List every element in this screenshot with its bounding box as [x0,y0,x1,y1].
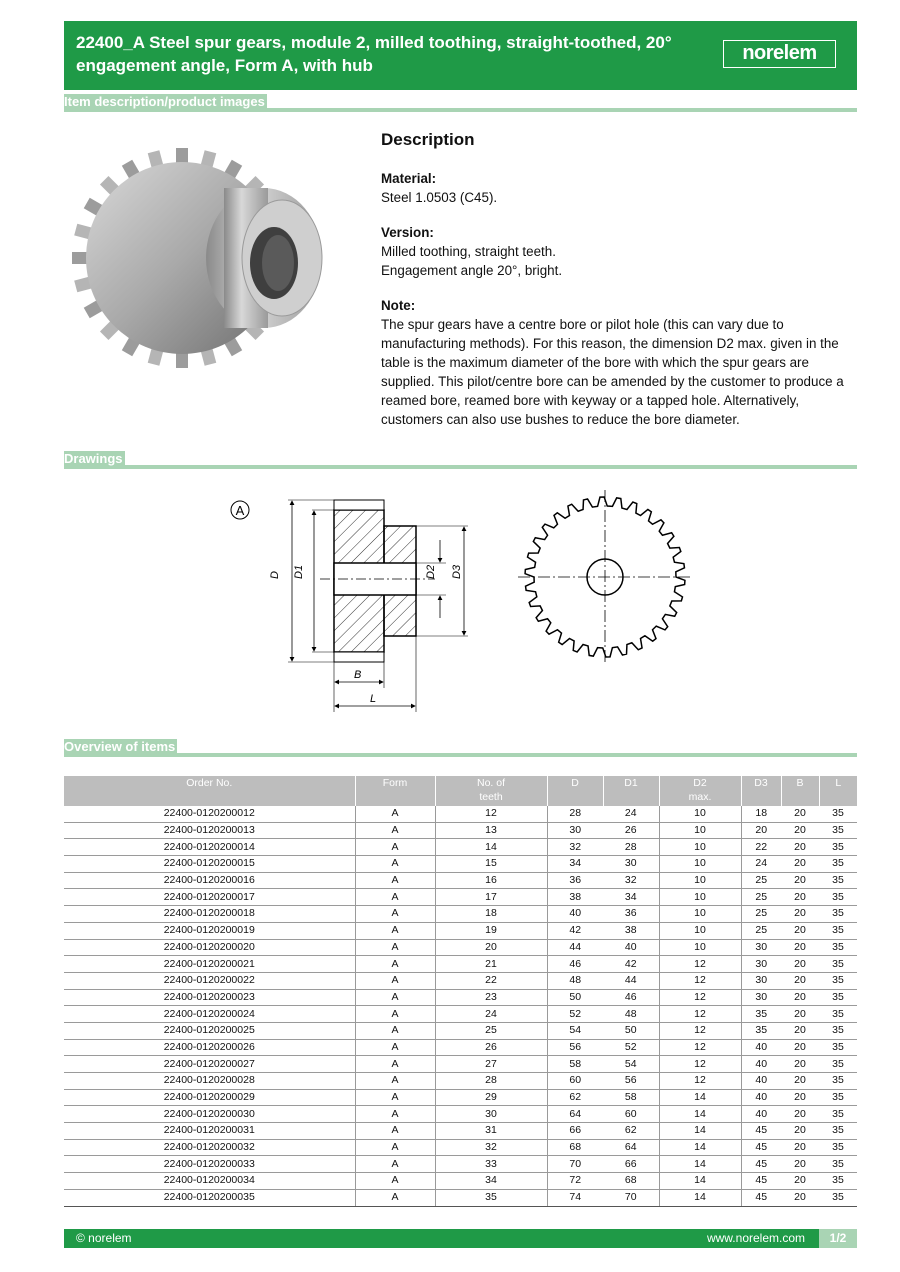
table-cell: 35 [819,806,857,822]
table-cell: 35 [819,856,857,873]
table-cell: 20 [781,1089,819,1106]
table-cell: A [355,989,435,1006]
table-cell: 22400-0120200023 [64,989,355,1006]
table-cell: 34 [547,856,603,873]
table-cell: 22 [741,839,781,856]
table-row [64,1123,857,1140]
table-cell: A [355,1189,435,1206]
page-number: 1/2 [819,1229,857,1248]
table-cell: 45 [741,1156,781,1173]
table-cell: 36 [603,906,659,923]
table-row [64,1006,857,1023]
table-cell: A [355,856,435,873]
table-cell: 62 [547,1089,603,1106]
table-cell: 22400-0120200031 [64,1123,355,1140]
table-cell: 20 [781,972,819,989]
table-cell: 40 [547,906,603,923]
table-row [64,872,857,889]
note-text: The spur gears have a centre bore or pilot hole (this can vary due to manufacturing methods). For this reason, the dimension D2 max. given in the table is the maximum diameter of the bore with which the spur gears are supplied. This pilot/centre bore can be amended by the customer to produce a reamed bore, reamed bore with keyway or a tapped hole. Alternatively, customers can also use bushes to reduce the bore diameter. [381,317,844,427]
table-cell: A [355,1039,435,1056]
table-cell: 20 [781,1056,819,1073]
table-cell: 10 [659,889,741,906]
table-cell: 35 [819,872,857,889]
table-cell: 22400-0120200032 [64,1139,355,1156]
table-cell: 20 [781,1106,819,1123]
description-heading: Description [381,130,475,149]
table-cell: 22400-0120200026 [64,1039,355,1056]
table-row [64,1089,857,1106]
table-cell: 30 [741,972,781,989]
table-cell: 14 [659,1139,741,1156]
table-cell: 20 [781,939,819,956]
table-cell: 20 [781,956,819,973]
table-row [64,1022,857,1039]
norelem-logo: norelem [723,40,836,68]
section-label: Item description/product images [64,94,265,109]
table-cell: 40 [741,1056,781,1073]
section-overview [64,739,857,757]
col-d: D [547,776,603,806]
table-row [64,1106,857,1123]
dim-b-label: B [354,669,362,681]
table-cell: 14 [659,1189,741,1206]
table-row [64,1139,857,1156]
table-cell: 12 [659,1039,741,1056]
table-cell: 25 [435,1022,547,1039]
table-cell: A [355,1022,435,1039]
table-cell: 66 [547,1123,603,1140]
table-cell: 20 [781,1123,819,1140]
dim-d-label: D [269,571,281,579]
table-row [64,906,857,923]
table-cell: A [355,1139,435,1156]
table-cell: 30 [547,822,603,839]
table-cell: 20 [781,906,819,923]
table-cell: 30 [741,989,781,1006]
table-row [64,939,857,956]
section-label: Drawings [64,451,123,466]
col-form: Form [355,776,435,806]
table-cell: A [355,1006,435,1023]
table-cell: 22400-0120200015 [64,856,355,873]
table-cell: 60 [547,1073,603,1090]
table-row [64,1056,857,1073]
table-cell: A [355,806,435,822]
table-cell: 17 [435,889,547,906]
table-cell: 22400-0120200024 [64,1006,355,1023]
table-cell: 48 [547,972,603,989]
table-cell: A [355,889,435,906]
table-cell: 46 [547,956,603,973]
table-cell: 25 [741,922,781,939]
section-item-description [64,94,857,112]
page-footer [64,1229,857,1248]
table-cell: 40 [741,1106,781,1123]
table-cell: 62 [603,1123,659,1140]
items-table [64,776,857,1207]
col-d2-max: D2 max. [659,776,741,806]
col-d3: D3 [741,776,781,806]
table-cell: 35 [741,1022,781,1039]
table-cell: 28 [603,839,659,856]
table-cell: 36 [547,872,603,889]
table-cell: 20 [781,872,819,889]
table-cell: 10 [659,822,741,839]
table-cell: 35 [819,989,857,1006]
table-cell: 22400-0120200013 [64,822,355,839]
table-cell: 42 [547,922,603,939]
table-cell: 20 [781,1139,819,1156]
table-cell: 20 [781,1189,819,1206]
table-cell: 56 [547,1039,603,1056]
table-cell: 22400-0120200020 [64,939,355,956]
table-cell: 20 [781,1173,819,1190]
dim-l-label: L [370,693,377,705]
col-order-no: Order No. [64,776,355,806]
table-cell: 35 [819,1006,857,1023]
dim-d3-label: D3 [451,564,463,579]
table-cell: A [355,906,435,923]
table-cell: 46 [603,989,659,1006]
table-cell: 12 [659,1006,741,1023]
table-row [64,956,857,973]
version-line-2: Engagement angle 20°, bright. [381,263,563,278]
table-cell: 64 [603,1139,659,1156]
table-cell: 34 [435,1173,547,1190]
col-l: L [819,776,857,806]
table-cell: 22400-0120200021 [64,956,355,973]
table-cell: 44 [603,972,659,989]
table-cell: 21 [435,956,547,973]
table-cell: 28 [547,806,603,822]
table-cell: 40 [741,1039,781,1056]
table-cell: 38 [603,922,659,939]
table-cell: 58 [603,1089,659,1106]
table-cell: 35 [435,1189,547,1206]
table-cell: 35 [819,1073,857,1090]
table-cell: 35 [819,1089,857,1106]
table-cell: 30 [603,856,659,873]
table-cell: 48 [603,1006,659,1023]
table-cell: A [355,1123,435,1140]
description-panel [381,128,861,445]
table-cell: 45 [741,1139,781,1156]
table-cell: 35 [819,839,857,856]
table-cell: 64 [547,1106,603,1123]
table-cell: A [355,939,435,956]
table-cell: 20 [781,806,819,822]
table-cell: 35 [819,822,857,839]
table-cell: A [355,1173,435,1190]
table-cell: 20 [781,922,819,939]
table-cell: 56 [603,1073,659,1090]
table-cell: 35 [819,1123,857,1140]
table-cell: 22400-0120200027 [64,1056,355,1073]
table-row [64,989,857,1006]
table-cell: 20 [781,989,819,1006]
table-cell: 27 [435,1056,547,1073]
table-cell: 35 [741,1006,781,1023]
table-cell: A [355,1089,435,1106]
table-cell: 12 [659,1056,741,1073]
table-cell: 20 [741,822,781,839]
table-row [64,806,857,822]
col-teeth: No. of teeth [435,776,547,806]
table-cell: 18 [741,806,781,822]
table-cell: 35 [819,972,857,989]
table-cell: 35 [819,939,857,956]
table-cell: 68 [547,1139,603,1156]
table-cell: 45 [741,1123,781,1140]
table-cell: 10 [659,872,741,889]
dim-d2-label: D2 [425,564,437,579]
table-cell: 32 [435,1139,547,1156]
table-row [64,839,857,856]
col-b: B [781,776,819,806]
table-cell: 22400-0120200016 [64,872,355,889]
table-cell: 25 [741,872,781,889]
table-cell: 30 [741,956,781,973]
table-cell: 22400-0120200035 [64,1189,355,1206]
section-drawings [64,451,857,469]
table-cell: 20 [781,1073,819,1090]
table-cell: 74 [547,1189,603,1206]
gear-product-image [64,130,326,388]
table-cell: A [355,1056,435,1073]
table-cell: 18 [435,906,547,923]
table-row [64,1073,857,1090]
material-label: Material: [381,171,437,186]
dim-d1-label: D1 [293,564,305,579]
table-cell: 35 [819,1106,857,1123]
table-row [64,822,857,839]
table-cell: 54 [603,1056,659,1073]
table-cell: 40 [741,1073,781,1090]
table-cell: A [355,839,435,856]
table-cell: 22400-0120200029 [64,1089,355,1106]
version-line-1: Milled toothing, straight teeth. [381,244,556,259]
table-cell: 22400-0120200014 [64,839,355,856]
table-cell: A [355,922,435,939]
table-cell: 33 [435,1156,547,1173]
table-cell: 68 [603,1173,659,1190]
table-cell: 35 [819,1189,857,1206]
table-cell: 44 [547,939,603,956]
table-cell: 38 [547,889,603,906]
table-cell: 22400-0120200019 [64,922,355,939]
table-cell: 30 [741,939,781,956]
table-cell: 70 [603,1189,659,1206]
table-cell: A [355,1073,435,1090]
table-cell: 22400-0120200018 [64,906,355,923]
technical-drawing [220,490,700,720]
table-cell: 20 [781,839,819,856]
table-cell: 66 [603,1156,659,1173]
table-cell: 22400-0120200030 [64,1106,355,1123]
table-cell: 72 [547,1173,603,1190]
table-cell: 35 [819,1139,857,1156]
footer-url[interactable]: www.norelem.com [706,1231,805,1245]
page-header [64,21,857,90]
table-cell: 14 [659,1156,741,1173]
table-cell: 10 [659,939,741,956]
table-row [64,972,857,989]
table-cell: 40 [741,1089,781,1106]
table-cell: 28 [435,1073,547,1090]
table-cell: 22400-0120200012 [64,806,355,822]
table-cell: 35 [819,1173,857,1190]
table-cell: 22400-0120200025 [64,1022,355,1039]
table-cell: 20 [781,1156,819,1173]
table-cell: 24 [435,1006,547,1023]
table-cell: 22400-0120200034 [64,1173,355,1190]
table-row [64,889,857,906]
table-cell: 30 [435,1106,547,1123]
table-cell: 24 [603,806,659,822]
table-cell: 19 [435,922,547,939]
table-cell: 12 [435,806,547,822]
table-row [64,1039,857,1056]
table-cell: 20 [781,856,819,873]
col-d1: D1 [603,776,659,806]
table-cell: 10 [659,856,741,873]
table-cell: 45 [741,1173,781,1190]
table-cell: 25 [741,889,781,906]
table-cell: A [355,956,435,973]
table-cell: 14 [659,1123,741,1140]
table-cell: 15 [435,856,547,873]
table-row [64,922,857,939]
version-label: Version: [381,225,434,240]
table-cell: 25 [741,906,781,923]
table-header-row [64,776,857,806]
table-cell: 35 [819,1039,857,1056]
table-cell: 35 [819,889,857,906]
table-cell: 20 [781,889,819,906]
table-cell: 50 [603,1022,659,1039]
table-cell: 20 [781,1006,819,1023]
table-cell: 31 [435,1123,547,1140]
table-row [64,1173,857,1190]
table-cell: 35 [819,956,857,973]
table-cell: 12 [659,1022,741,1039]
table-cell: 14 [659,1106,741,1123]
table-cell: 35 [819,922,857,939]
table-cell: 54 [547,1022,603,1039]
table-cell: 16 [435,872,547,889]
table-cell: 10 [659,922,741,939]
table-cell: 35 [819,1056,857,1073]
table-cell: 14 [659,1089,741,1106]
table-cell: 20 [781,1022,819,1039]
table-cell: 52 [547,1006,603,1023]
table-cell: 22 [435,972,547,989]
page-title: 22400_A Steel spur gears, module 2, milled toothing, straight-toothed, 20° engagement angle, Form A, with hub [76,33,672,75]
section-label: Overview of items [64,739,176,754]
table-cell: 60 [603,1106,659,1123]
material-text: Steel 1.0503 (C45). [381,190,498,205]
table-cell: 14 [659,1173,741,1190]
table-cell: 32 [603,872,659,889]
table-cell: 20 [435,939,547,956]
table-cell: 58 [547,1056,603,1073]
table-cell: A [355,1106,435,1123]
table-cell: 10 [659,906,741,923]
table-cell: 13 [435,822,547,839]
table-row [64,856,857,873]
table-cell: 22400-0120200022 [64,972,355,989]
table-cell: 42 [603,956,659,973]
table-cell: 40 [603,939,659,956]
table-cell: 34 [603,889,659,906]
table-cell: 26 [603,822,659,839]
table-cell: 10 [659,839,741,856]
table-cell: 20 [781,1039,819,1056]
table-cell: 32 [547,839,603,856]
table-cell: 22400-0120200028 [64,1073,355,1090]
table-cell: A [355,872,435,889]
table-cell: 52 [603,1039,659,1056]
table-row [64,1189,857,1206]
table-cell: A [355,822,435,839]
table-cell: 12 [659,956,741,973]
table-cell: 29 [435,1089,547,1106]
table-cell: 35 [819,906,857,923]
table-cell: 22400-0120200033 [64,1156,355,1173]
note-label: Note: [381,298,416,313]
table-cell: A [355,972,435,989]
table-cell: 12 [659,1073,741,1090]
table-cell: 22400-0120200017 [64,889,355,906]
table-row [64,1156,857,1173]
table-cell: 12 [659,989,741,1006]
footer-copyright: © norelem [76,1231,132,1245]
table-cell: 35 [819,1022,857,1039]
table-cell: 26 [435,1039,547,1056]
form-a-label: A [235,503,245,518]
table-cell: 70 [547,1156,603,1173]
table-cell: 12 [659,972,741,989]
table-cell: 45 [741,1189,781,1206]
table-cell: 23 [435,989,547,1006]
table-cell: 35 [819,1156,857,1173]
table-cell: 20 [781,822,819,839]
table-cell: A [355,1156,435,1173]
table-cell: 50 [547,989,603,1006]
table-cell: 24 [741,856,781,873]
table-cell: 14 [435,839,547,856]
table-cell: 10 [659,806,741,822]
